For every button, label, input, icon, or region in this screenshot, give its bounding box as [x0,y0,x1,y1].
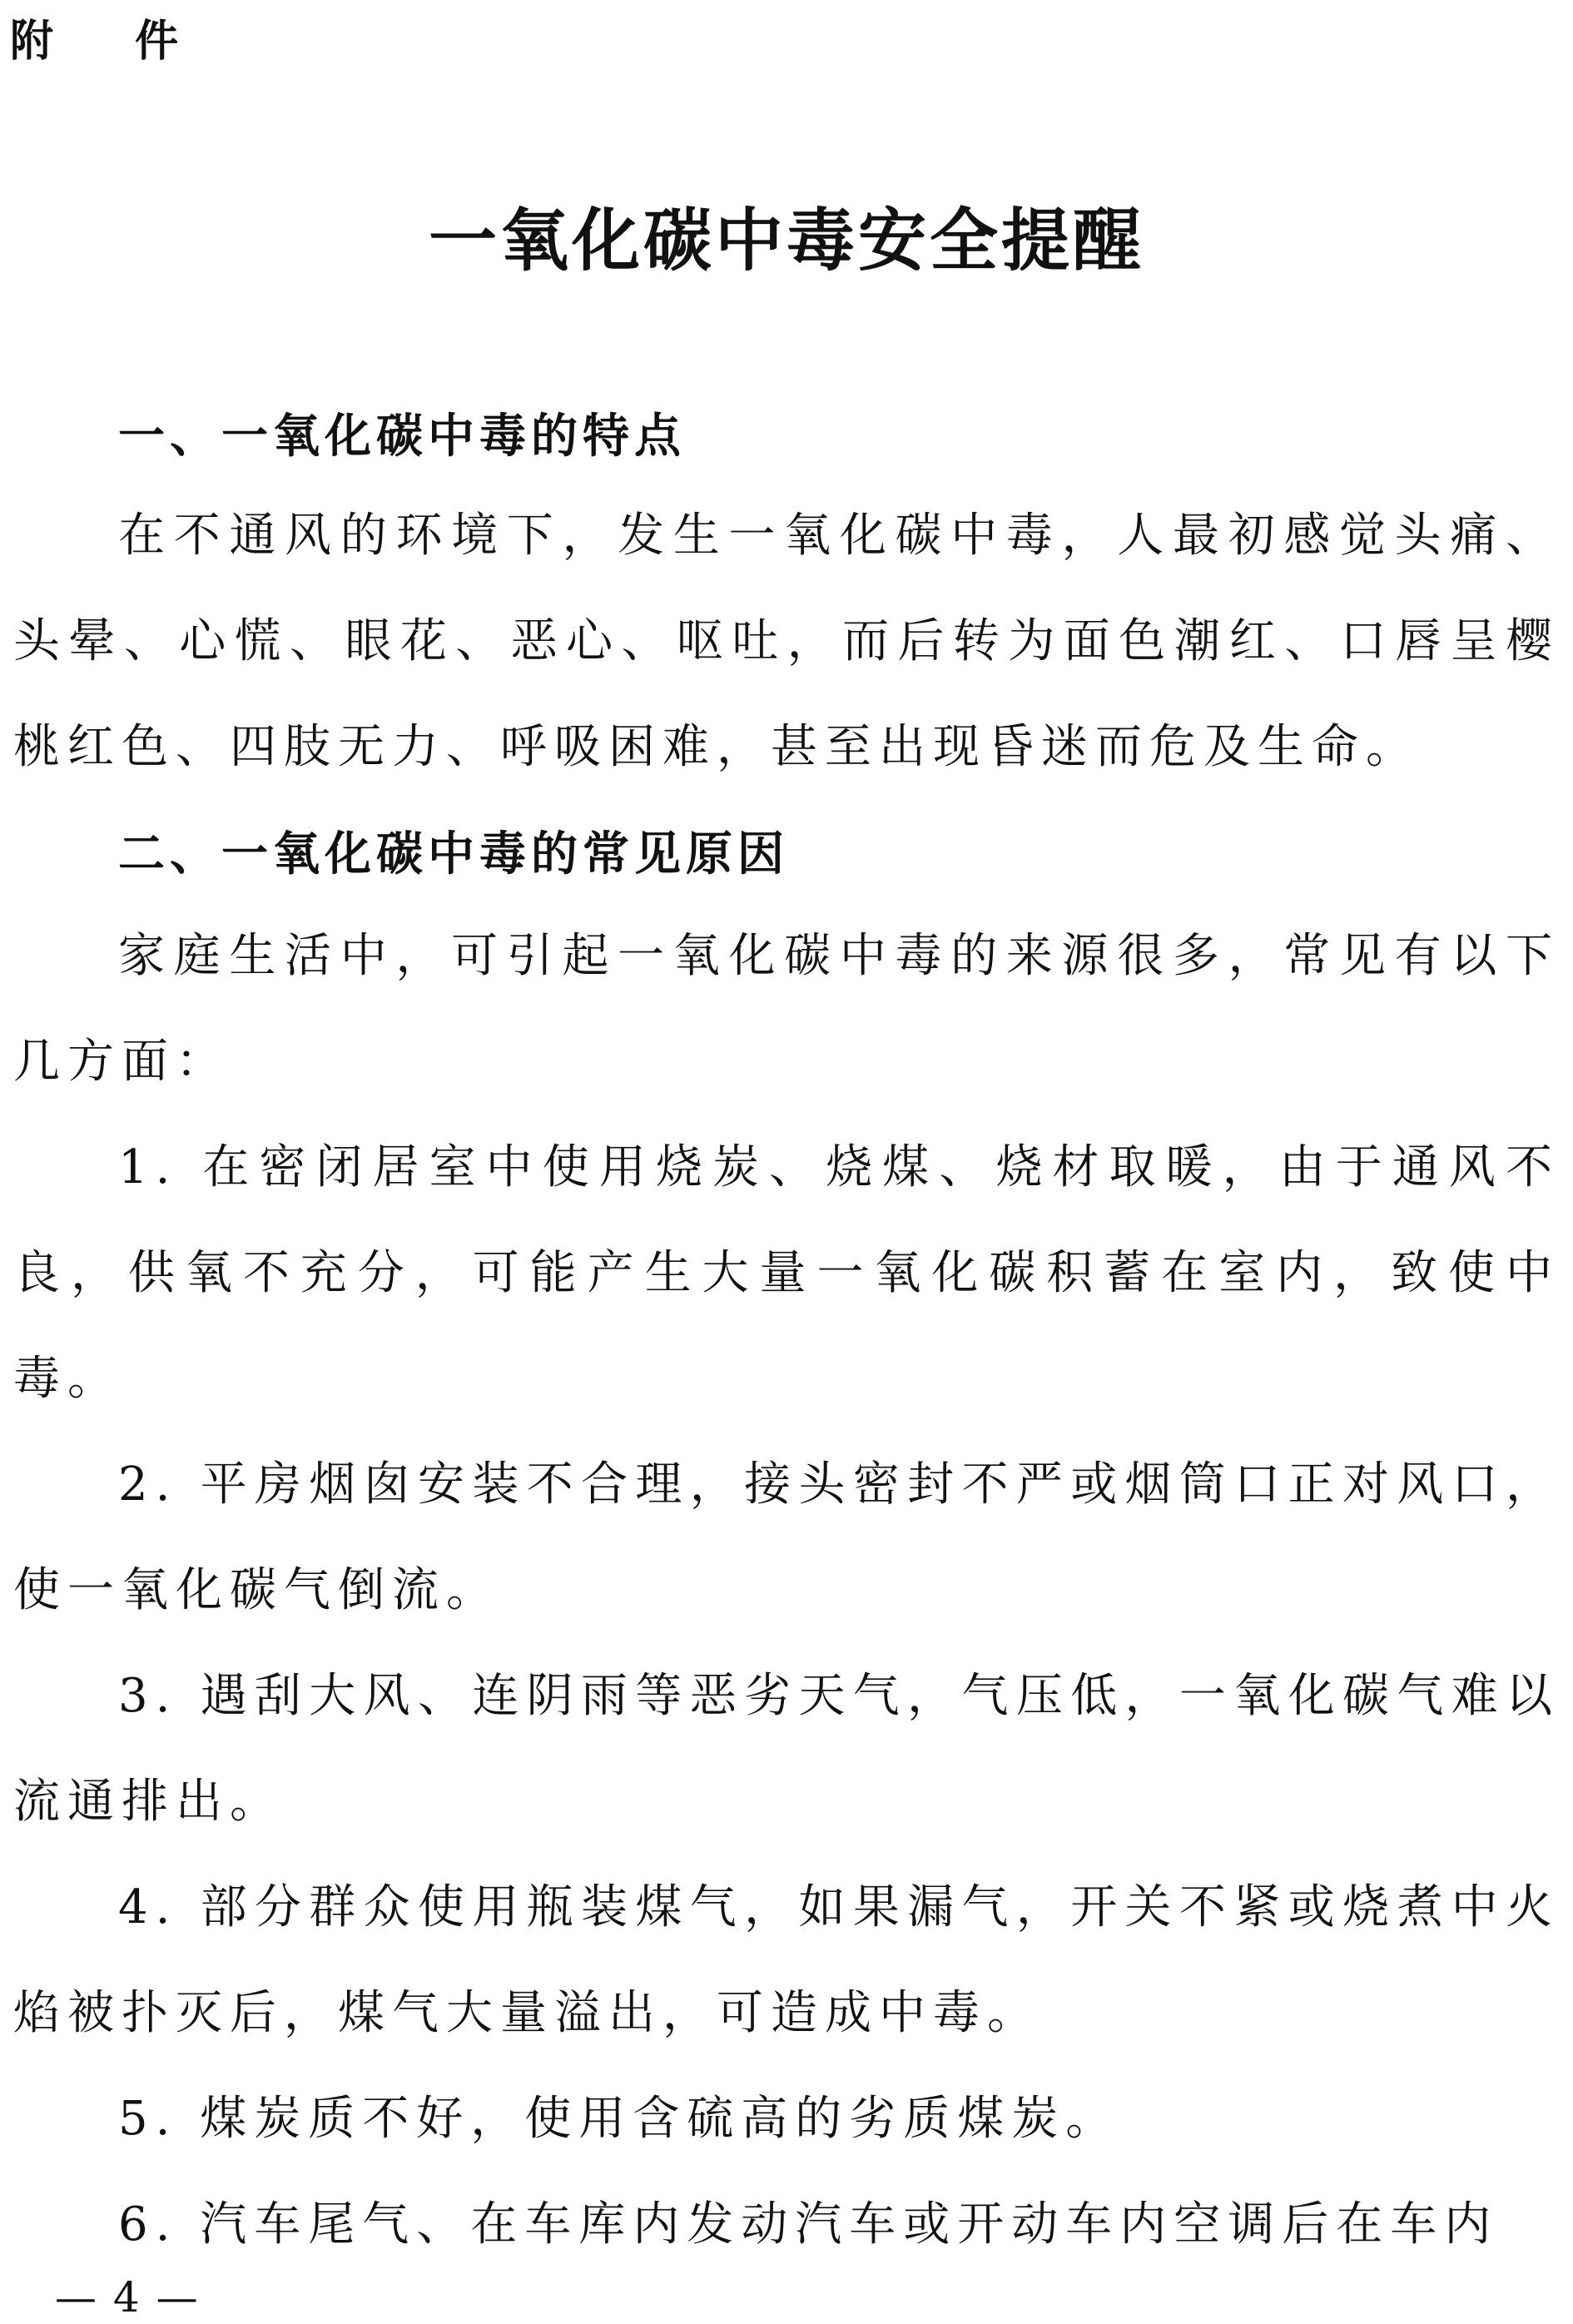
list-item-cause-3: 3. 遇刮大风、连阴雨等恶劣天气，气压低，一氧化碳气难以流通排出。 [13,1669,1560,1829]
list-item-cause-6: 6. 汽车尾气、在车库内发动汽车或开动车内空调后在车内 [118,2197,1499,2252]
attachment-label: 附 件 [10,17,212,67]
list-item-cause-1: 1. 在密闭居室中使用烧炭、烧煤、烧材取暖，由于通风不良，供氧不充分，可能产生大量一氧化碳积蓄在室内，致使中毒。 [13,1140,1560,1406]
section-heading-1: 一、一氧化碳中毒的特点 [118,410,686,464]
list-item-cause-5: 5. 煤炭质不好，使用含硫高的劣质煤炭。 [118,2092,1120,2146]
list-item-cause-2: 2. 平房烟囱安装不合理，接头密封不严或烟筒口正对风口，使一氧化碳气倒流。 [13,1457,1560,1617]
page-number: — 4 — [55,2273,200,2322]
section-heading-2: 二、一氧化碳中毒的常见原因 [118,827,789,881]
document-title: 一氧化碳中毒安全提醒 [428,201,1144,281]
paragraph-characteristics: 在不通风的环境下，发生一氧化碳中毒，人最初感觉头痛、头晕、心慌、眼花、恶心、呕吐，而后转为面色潮红、口唇呈樱桃红色、四肢无力、呼吸困难，甚至出现昏迷而危及生命。 [13,509,1560,774]
paragraph-causes-intro: 家庭生活中，可引起一氧化碳中毒的来源很多，常见有以下几方面： [13,929,1560,1089]
list-item-cause-4: 4. 部分群众使用瓶装煤气，如果漏气，开关不紧或烧煮中火焰被扑灭后，煤气大量溢出，可造成中毒。 [13,1880,1560,2040]
